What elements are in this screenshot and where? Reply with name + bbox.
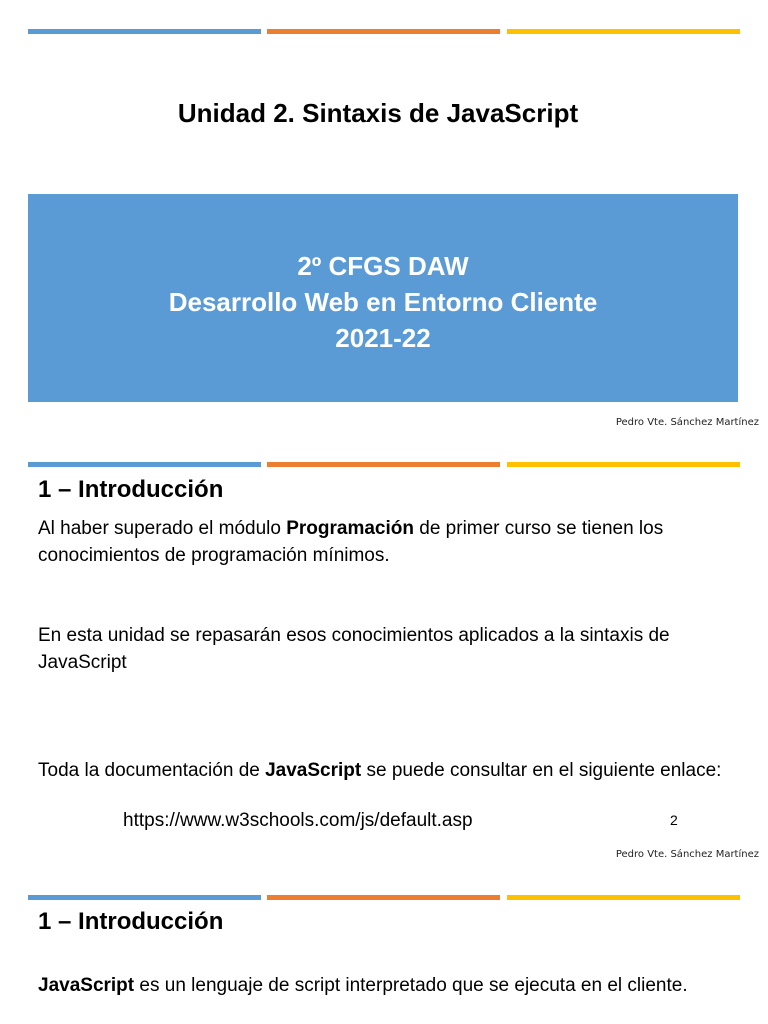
- slide1-accent-bars: [28, 29, 740, 34]
- text: Al haber superado el módulo: [38, 518, 287, 539]
- course-banner: [28, 194, 738, 402]
- banner-year-line: 2021-22: [335, 323, 431, 353]
- bold-text: JavaScript: [38, 975, 135, 996]
- accent-bar-orange: [267, 462, 500, 467]
- accent-bar-orange: [267, 29, 500, 34]
- slide3-paragraph-1: [38, 972, 738, 999]
- page-number: 2: [670, 812, 678, 828]
- banner-course-line: 2º CFGS DAW: [297, 251, 469, 281]
- banner-subject-line: Desarrollo Web en Entorno Cliente: [168, 287, 598, 317]
- slide1-title: Unidad 2. Sintaxis de JavaScript: [177, 98, 579, 128]
- slide2-paragraph-3: [38, 757, 738, 784]
- slide3-accent-bars: [28, 895, 740, 900]
- accent-bar-blue: [28, 29, 261, 34]
- accent-bar-yellow: [507, 29, 740, 34]
- slide2-paragraph-1: [38, 515, 738, 569]
- slide2-accent-bars: [28, 462, 740, 467]
- text: es un lenguaje de script interpretado que se ejecuta en el cliente.: [134, 975, 688, 996]
- accent-bar-blue: [28, 895, 261, 900]
- accent-bar-blue: [28, 462, 261, 467]
- slide2-paragraph-2: En esta unidad se repasarán esos conocimientos aplicados a la sintaxis de JavaScript: [38, 625, 670, 673]
- w3schools-link[interactable]: https://www.w3schools.com/js/default.asp: [123, 810, 473, 831]
- slide3-title: 1 – Introducción: [38, 908, 224, 935]
- slide2-author: Pedro Vte. Sánchez Martínez: [615, 849, 759, 860]
- slide1-author: Pedro Vte. Sánchez Martínez: [615, 417, 759, 428]
- text: se puede consultar en el siguiente enlace:: [361, 760, 722, 781]
- bold-text: JavaScript: [265, 760, 362, 781]
- text: Toda la documentación de: [38, 760, 266, 781]
- accent-bar-orange: [267, 895, 500, 900]
- text: de primer curso se tienen los conocimientos de programación mínimos.: [38, 518, 664, 566]
- accent-bar-yellow: [507, 895, 740, 900]
- accent-bar-yellow: [507, 462, 740, 467]
- bold-text: Programación: [286, 518, 414, 539]
- slide2-title: 1 – Introducción: [38, 476, 224, 503]
